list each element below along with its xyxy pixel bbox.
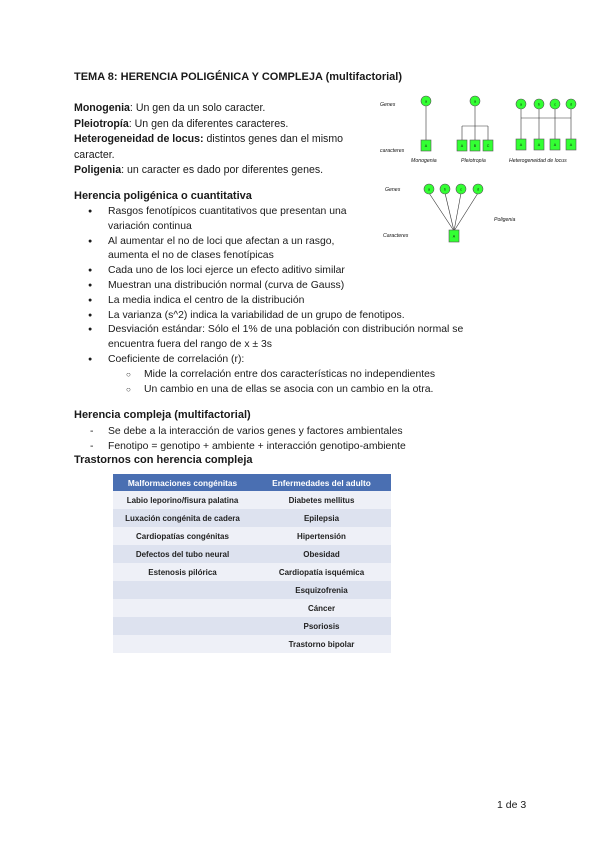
svg-text:A: A	[424, 144, 428, 148]
table-row	[113, 599, 391, 617]
list-item-continuation: variación continua	[108, 220, 192, 232]
table-row	[113, 581, 391, 599]
list-item: ● Desviación estándar: Sólo el 1% de una población con distribución normal se	[88, 323, 463, 338]
compleja-list	[88, 424, 406, 454]
fig1-caracteres-label: caracteres	[380, 148, 405, 154]
svg-text:b: b	[538, 102, 540, 107]
pleiotropia-caption: Pleiotropía	[461, 158, 486, 164]
svg-text:B: B	[473, 144, 477, 148]
table-cell: Obesidad	[252, 545, 391, 563]
definition-monogenia: Monogenia: Un gen da un solo caracter.	[74, 102, 266, 114]
monogenia-diagram	[411, 96, 437, 164]
page-title: TEMA 8: HERENCIA POLIGÉNICA Y COMPLEJA (multifactorial)	[74, 71, 402, 83]
table-cell: Hipertensión	[252, 527, 391, 545]
svg-text:c: c	[554, 102, 556, 107]
page-number: 1 de 3	[497, 799, 527, 811]
poligenica-list	[88, 205, 463, 397]
list-item: ● Rasgos fenotípicos cuantitativos que presentan una	[88, 205, 463, 220]
table-cell: Labio leporino/fisura palatina	[113, 491, 252, 509]
fig2-genes-label: Genes	[385, 187, 401, 193]
heterogeneidad-diagram	[509, 99, 576, 164]
svg-text:A: A	[460, 144, 464, 148]
table-header-row	[113, 474, 391, 491]
list-item: ● Muestran una distribución normal (curva de Gauss)	[88, 279, 463, 294]
column-header: Enfermedades del adulto	[252, 474, 391, 491]
definition-poligenia: Poligenia: un caracter es dado por diferentes genes.	[74, 164, 324, 176]
svg-text:a: a	[520, 102, 522, 107]
table-row	[113, 527, 391, 545]
list-item: ● Cada uno de los loci ejerce un efecto aditivo similar	[88, 264, 463, 279]
svg-text:a: a	[474, 99, 476, 104]
poligenia-caption: Poligenia	[494, 217, 516, 223]
table-cell: Esquizofrenia	[252, 581, 391, 599]
trastornos-table	[113, 474, 391, 653]
table-cell	[113, 599, 252, 617]
table-cell: Cardiopatía isquémica	[252, 563, 391, 581]
svg-text:A: A	[452, 234, 456, 239]
table-cell	[113, 617, 252, 635]
table-row	[113, 563, 391, 581]
list-item: ● La varianza (s^2) indica la variabilidad de un grupo de fenotipos.	[88, 309, 463, 324]
svg-text:A: A	[537, 143, 541, 147]
list-item-continuation: aumenta el no de clases fenotípicas	[108, 250, 274, 262]
table-cell: Psoriosis	[252, 617, 391, 635]
svg-text:a: a	[428, 187, 430, 192]
heterogeneidad-caption: Heterogeneidad de locus	[509, 158, 567, 164]
compleja-heading: Herencia compleja (multifactorial)	[74, 409, 251, 421]
svg-text:c: c	[460, 187, 462, 192]
svg-text:A: A	[519, 143, 523, 147]
table-row	[113, 491, 391, 509]
table-row	[113, 617, 391, 635]
table-row	[113, 635, 391, 653]
trastornos-heading: Trastornos con herencia compleja	[74, 454, 253, 466]
list-item: ● Coeficiente de correlación (r):	[88, 353, 463, 368]
sub-list-item: ○ Mide la correlación entre dos características no independientes	[88, 368, 463, 383]
definition-heterogeneidad: Heterogeneidad de locus: distintos genes dan el mismo caracter.	[74, 133, 344, 161]
fig2-caracteres-label: Caracteres	[383, 233, 409, 239]
list-item: ● Al aumentar el no de loci que afectan a un rasgo,	[88, 235, 463, 250]
table-row	[113, 545, 391, 563]
table-cell: Epilepsia	[252, 509, 391, 527]
table-cell: Diabetes mellitus	[252, 491, 391, 509]
definitions	[74, 101, 374, 179]
table-cell: Defectos del tubo neural	[113, 545, 252, 563]
svg-text:a: a	[425, 99, 427, 104]
svg-text:d: d	[477, 187, 479, 192]
pleiotropia-diagram	[457, 96, 493, 164]
table-cell	[113, 635, 252, 653]
table-row	[113, 509, 391, 527]
list-item: ● La media indica el centro de la distribución	[88, 294, 463, 309]
table-cell: Cáncer	[252, 599, 391, 617]
table-cell: Cardiopatías congénitas	[113, 527, 252, 545]
monogenia-caption: Monogenia	[411, 158, 437, 164]
fig1-genes-label: Genes	[380, 102, 396, 108]
table-cell: Estenosis pilórica	[113, 563, 252, 581]
svg-text:d: d	[570, 102, 572, 107]
sub-list-item: ○ Un cambio en una de ellas se asocia con un cambio en la otra.	[88, 383, 463, 398]
poligenica-heading: Herencia poligénica o cuantitativa	[74, 190, 252, 202]
svg-text:b: b	[444, 187, 446, 192]
svg-text:A: A	[569, 143, 573, 147]
list-item: - Fenotipo = genotipo + ambiente + interacción genotipo-ambiente	[88, 439, 406, 454]
definition-pleiotropia: Pleiotropía: Un gen da diferentes caracteres.	[74, 117, 289, 130]
svg-text:C: C	[486, 144, 490, 148]
list-item-continuation: encuentra fuera del rango de x ± 3s	[108, 339, 272, 351]
table-cell	[113, 581, 252, 599]
table-cell: Trastorno bipolar	[252, 635, 391, 653]
table-cell: Luxación congénita de cadera	[113, 509, 252, 527]
list-item: - Se debe a la interacción de varios genes y factores ambientales	[88, 424, 406, 439]
svg-text:A: A	[553, 143, 557, 147]
column-header: Malformaciones congénitas	[113, 474, 252, 491]
